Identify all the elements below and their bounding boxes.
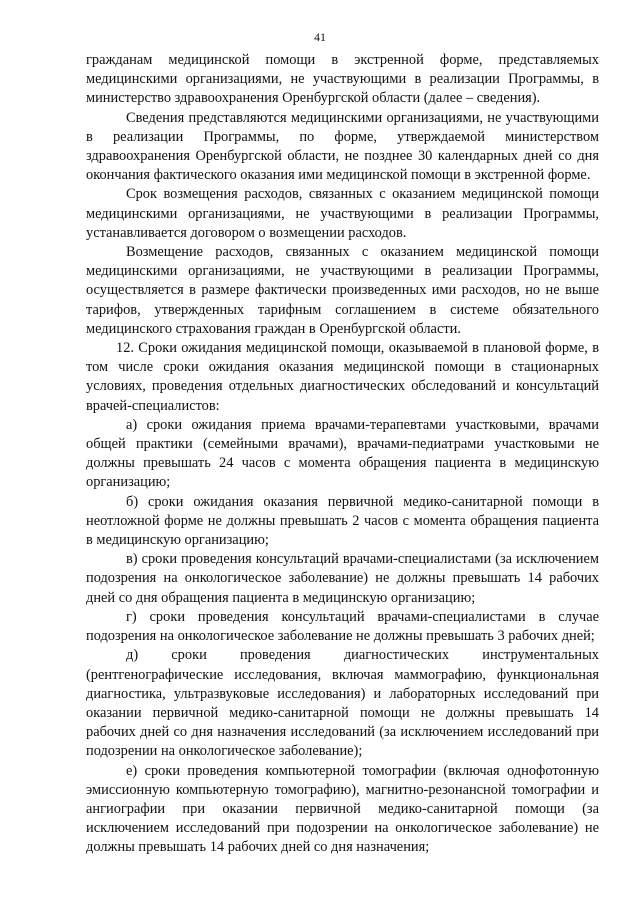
list-item-d: д) сроки проведения диагностических инструментальных (рентгенографические исследования, включая маммографию, функциональная диагностика, ультразвуковые исследования) и лабораторных исследований при оказании первичной медико-санитарной помощи не должны превышать 14 рабочих дней со дня назначения исследований (за исключением исследований при подозрении на онкологическое заболевание);	[86, 647, 599, 760]
paragraph-reimbursement-term: Срок возмещения расходов, связанных с оказанием медицинской помощи медицинскими организациями, не участвующими в реализации Программы, устанавливается договором о возмещении расходов.	[86, 186, 599, 241]
paragraph-reimbursement-amount: Возмещение расходов, связанных с оказанием медицинской помощи медицинскими организациями, не участвующими в реализации Программы, осуществляется в размере фактически произведенных ими расходов, но не выше тарифов, утвержденных тарифным соглашением в системе обязательного медицинского страхования граждан в Оренбургской области.	[86, 244, 599, 337]
list-item-e: е) сроки проведения компьютерной томографии (включая однофотонную эмиссионную компьютерную томографию), магнитно-резонансной томографии и ангиографии при оказании первичной медико-санитарной помощи (за исключением исследований при подозрении на онкологическое заболевание) не должны превышать 14 рабочих дней со дня назначения;	[86, 762, 599, 856]
list-item-g: г) сроки проведения консультаций врачами-специалистами в случае подозрения на онкологическое заболевание не должны превышать 3 рабочих дней;	[86, 608, 599, 645]
list-item-b: б) сроки ожидания оказания первичной медико-санитарной помощи в неотложной форме не должны превышать 2 часов с момента обращения пациента в медицинскую организацию;	[86, 493, 599, 549]
paragraph-waiting-times: 12. Сроки ожидания медицинской помощи, оказываемой в плановой форме, в том числе сроки ожидания оказания медицинской помощи в стационарных условиях, проведения отдельных диагностических обследований и консультаций врачей-специалистов:	[86, 340, 599, 414]
list-item-a: а) сроки ожидания приема врачами-терапевтами участковыми, врачами общей практики (семейными врачами), врачами-педиатрами участковыми не должны превышать 24 часов с момента обращения пациента в медицинскую организацию;	[86, 416, 599, 491]
list-item-v: в) сроки проведения консультаций врачами-специалистами (за исключением подозрения на онкологическое заболевание) не должны превышать 14 рабочих дней со дня обращения пациента в медицинскую организацию;	[86, 551, 599, 606]
paragraph-continuation: гражданам медицинской помощи в экстренной форме, представляемых медицинскими организациями, не участвующими в реализации Программы, в министерство здравоохранения Оренбургской области (далее – сведения).	[86, 52, 599, 107]
page-number: 41	[314, 30, 326, 44]
paragraph-report-submission: Сведения представляются медицинскими организациями, не участвующими в реализации Программы, по форме, утверждаемой министерством здравоохранения Оренбургской области, не позднее 30 календарных дней со дня окончания фактического оказания ими медицинской помощи в экстренной форме.	[86, 109, 599, 184]
document-body	[86, 51, 599, 858]
